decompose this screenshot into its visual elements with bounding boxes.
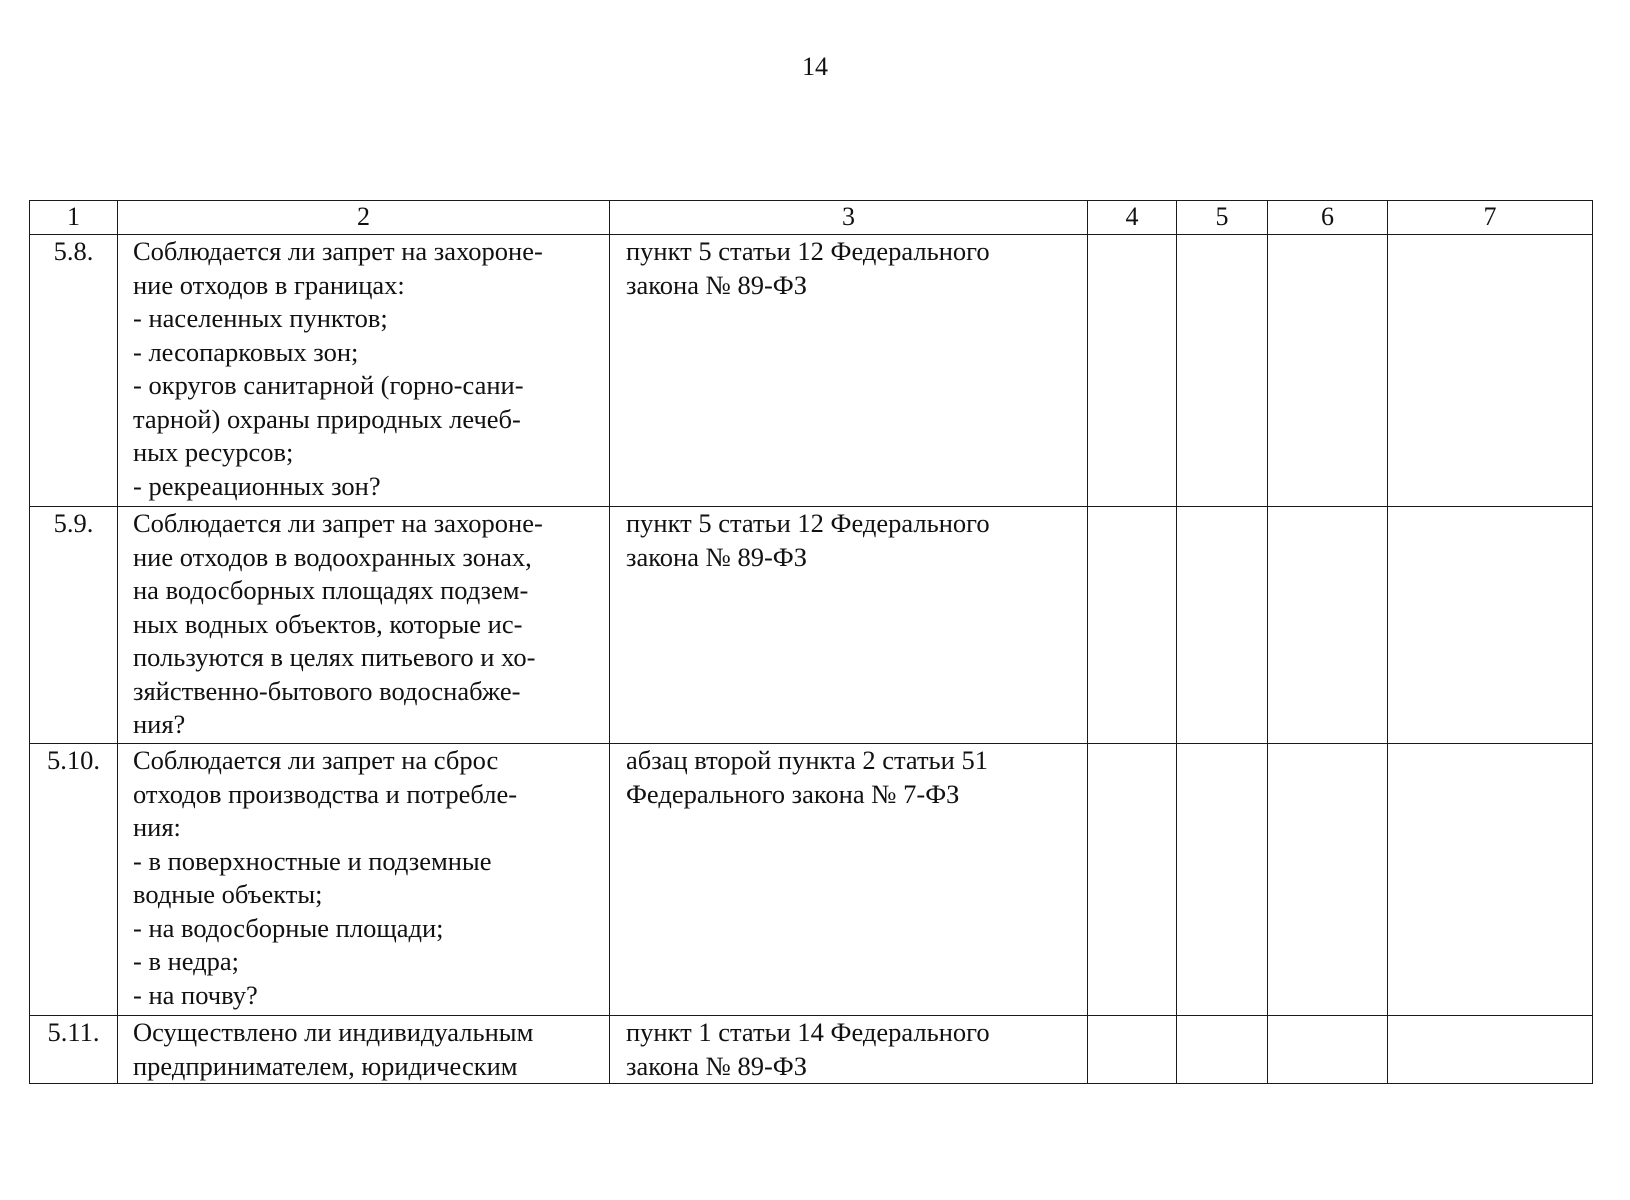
- reference-line: закона № 89-ФЗ: [626, 541, 808, 572]
- reference-line: Федерального закона № 7-ФЗ: [626, 778, 960, 809]
- question-line: ния:: [133, 812, 181, 842]
- question-line: ных водных объектов, которые ис-: [133, 608, 523, 639]
- legal-reference: [610, 507, 1088, 744]
- question-line: - в недра;: [133, 946, 240, 976]
- question-line: Соблюдается ли запрет на захороне-: [133, 236, 543, 266]
- question-line: Осуществлено ли индивидуальным: [133, 1017, 534, 1047]
- row-number: 5.11.: [30, 1016, 118, 1084]
- empty-cell-6: [1268, 1016, 1388, 1084]
- empty-cell-5: [1177, 235, 1268, 507]
- reference-line: пункт 1 статьи 14 Федерального: [626, 1017, 990, 1047]
- question-line: - в поверхностные и подземные: [133, 845, 492, 876]
- question-line: Соблюдается ли запрет на сброс: [133, 745, 499, 775]
- header-cell-1: 1: [30, 201, 118, 235]
- question-line: ных ресурсов;: [133, 437, 294, 467]
- legal-reference: [610, 235, 1088, 507]
- question-line: тарной) охраны природных лечеб-: [133, 403, 521, 434]
- question-line: - на водосборные площади;: [133, 912, 444, 943]
- empty-cell-6: [1268, 235, 1388, 507]
- table-row: [30, 744, 1593, 1016]
- empty-cell-5: [1177, 744, 1268, 1016]
- header-cell-5: 5: [1177, 201, 1268, 235]
- empty-cell-7: [1388, 507, 1593, 744]
- empty-cell-7: [1388, 235, 1593, 507]
- header-cell-6: 6: [1268, 201, 1388, 235]
- question-line: - рекреационных зон?: [133, 470, 381, 501]
- requirement-question: [118, 1016, 610, 1084]
- table-row: [30, 1016, 1593, 1084]
- reference-line: закона № 89-ФЗ: [626, 269, 808, 300]
- empty-cell-6: [1268, 507, 1388, 744]
- row-number: 5.8.: [30, 235, 118, 507]
- legal-reference: [610, 744, 1088, 1016]
- empty-cell-4: [1088, 1016, 1177, 1084]
- question-line: зяйственно-бытового водоснабже-: [133, 675, 521, 706]
- question-line: - лесопарковых зон;: [133, 336, 359, 367]
- table-row: [30, 235, 1593, 507]
- empty-cell-4: [1088, 235, 1177, 507]
- question-line: ние отходов в границах:: [133, 269, 405, 300]
- empty-cell-4: [1088, 507, 1177, 744]
- question-line: отходов производства и потребле-: [133, 778, 518, 809]
- reference-line: пункт 5 статьи 12 Федерального: [626, 508, 990, 538]
- question-line: - на почву?: [133, 979, 258, 1010]
- table-row: [30, 507, 1593, 744]
- header-row: [30, 201, 1593, 235]
- reference-line: пункт 5 статьи 12 Федерального: [626, 236, 990, 266]
- empty-cell-5: [1177, 1016, 1268, 1084]
- question-line: ние отходов в водоохранных зонах,: [133, 541, 532, 572]
- requirement-question: [118, 507, 610, 744]
- row-number: 5.9.: [30, 507, 118, 744]
- reference-line: абзац второй пункта 2 статьи 51: [626, 745, 988, 775]
- question-line: - округов санитарной (горно-сани-: [133, 370, 524, 400]
- header-cell-3: 3: [610, 201, 1088, 235]
- checklist-table: [29, 200, 1593, 1084]
- header-cell-2: 2: [118, 201, 610, 235]
- row-number: 5.10.: [30, 744, 118, 1016]
- reference-line: закона № 89-ФЗ: [626, 1050, 808, 1081]
- empty-cell-4: [1088, 744, 1177, 1016]
- empty-cell-7: [1388, 1016, 1593, 1084]
- empty-cell-5: [1177, 507, 1268, 744]
- empty-cell-6: [1268, 744, 1388, 1016]
- question-line: пользуются в целях питьевого и хо-: [133, 642, 536, 672]
- page-number: 14: [802, 52, 828, 81]
- question-line: на водосборных площадях подзем-: [133, 575, 529, 605]
- question-line: предпринимателем, юридическим: [133, 1050, 518, 1081]
- header-cell-4: 4: [1088, 201, 1177, 235]
- requirement-question: [118, 235, 610, 507]
- question-line: ния?: [133, 709, 186, 739]
- header-cell-7: 7: [1388, 201, 1593, 235]
- question-line: - населенных пунктов;: [133, 303, 388, 333]
- empty-cell-7: [1388, 744, 1593, 1016]
- question-line: Соблюдается ли запрет на захороне-: [133, 508, 543, 538]
- question-line: водные объекты;: [133, 879, 323, 909]
- requirement-question: [118, 744, 610, 1016]
- legal-reference: [610, 1016, 1088, 1084]
